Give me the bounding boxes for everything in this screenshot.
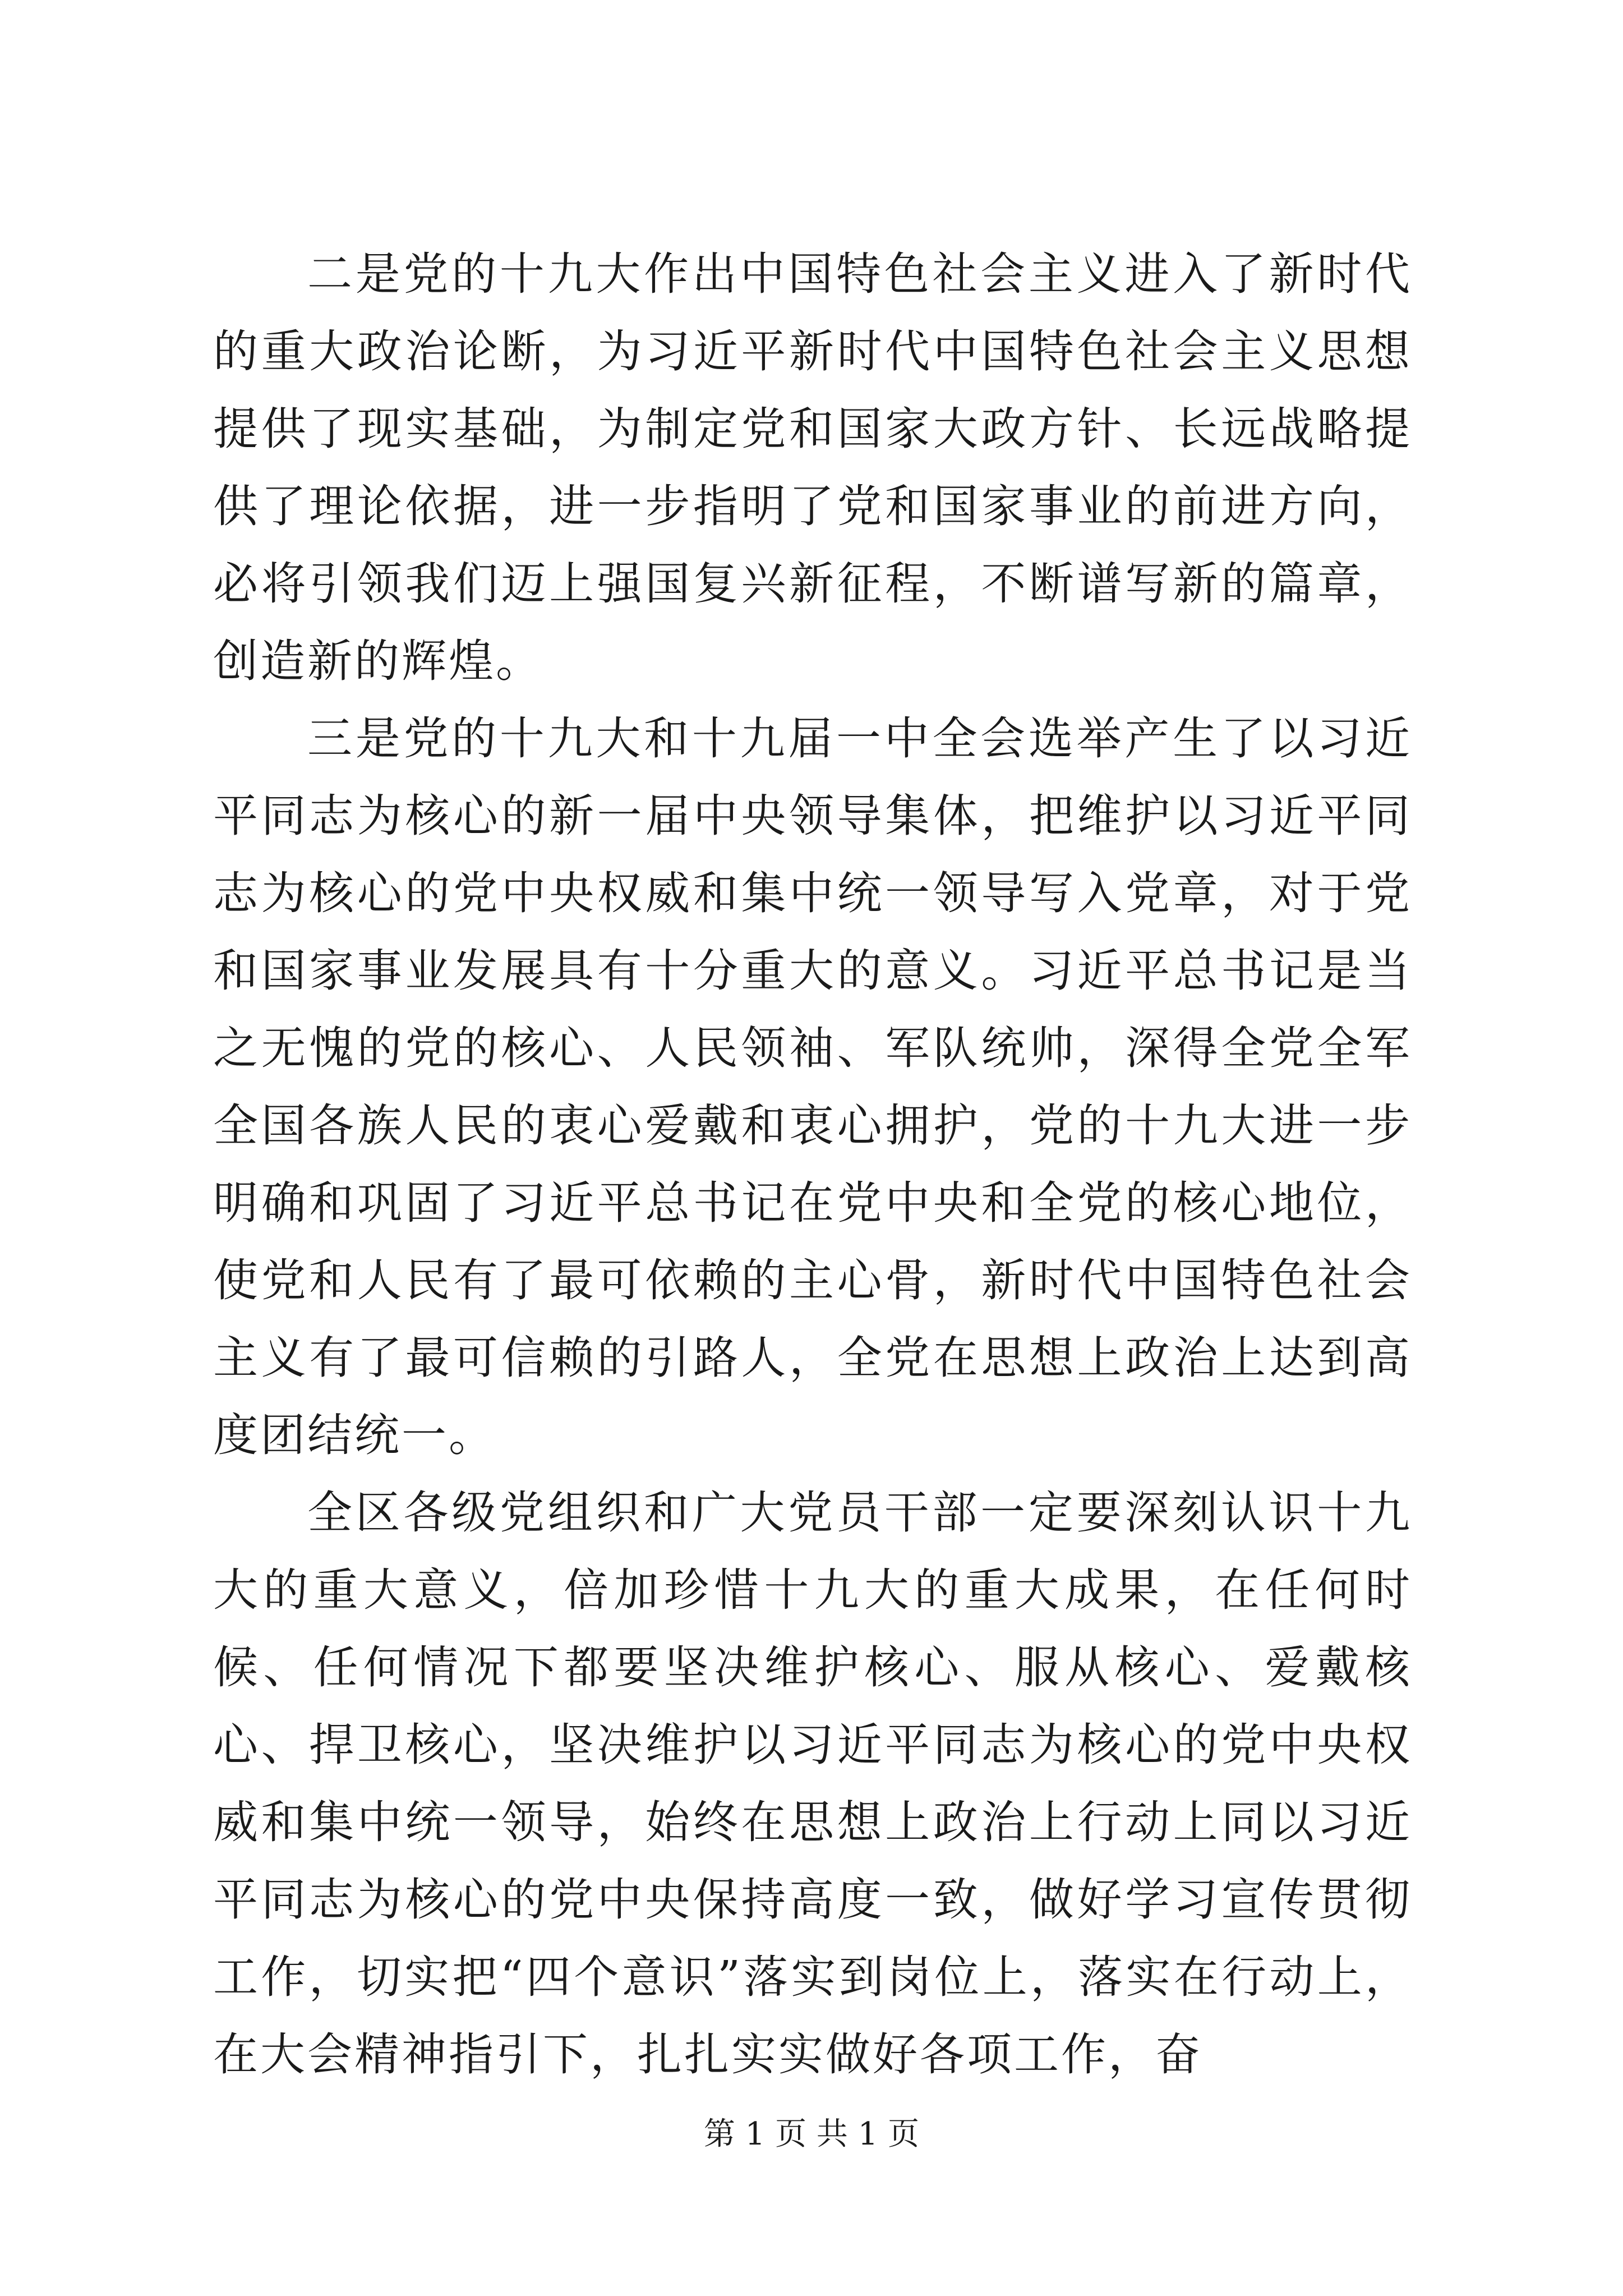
paragraph-1: 二是党的十九大作出中国特色社会主义进入了新时代的重大政治论断，为习近平新时代中国特色社会主义思想提供了现实基础，为制定党和国家大政方针、长远战略提供了理论依据，进一步指明了党和国家事业的前进方向，必将引领我们迈上强国复兴新征程，不断谱写新的篇章，创造新的辉煌。 [213, 248, 1412, 687]
paragraph-3: 全区各级党组织和广大党员干部一定要深刻认识十九大的重大意义，倍加珍惜十九大的重大成果，在任何时候、任何情况下都要坚决维护核心、服从核心、爱戴核心、捍卫核心，坚决维护以习近平同志为核心的党中央权威和集中统一领导，始终在思想上政治上行动上同以习近平同志为核心的党中央保持高度一致，做好学习宣传贯彻工作，切实把“四个意识”落实到岗位上，落实在行动上，在大会精神指引下，扎扎实实做好各项工作，奋 [213, 1487, 1412, 2081]
page-number-footer: 第 1 页 共 1 页 [703, 2116, 920, 2152]
paragraph-2: 三是党的十九大和十九届一中全会选举产生了以习近平同志为核心的新一届中央领导集体，把维护以习近平同志为核心的党中央权威和集中统一领导写入党章，对于党和国家事业发展具有十分重大的意义。习近平总书记是当之无愧的党的核心、人民领袖、军队统帅，深得全党全军全国各族人民的衷心爱戴和衷心拥护，党的十九大进一步明确和巩固了习近平总书记在党中央和全党的核心地位，使党和人民有了最可依赖的主心骨，新时代中国特色社会主义有了最可信赖的引路人，全党在思想上政治上达到高度团结统一。 [213, 712, 1412, 1461]
document-body [213, 236, 1412, 2093]
